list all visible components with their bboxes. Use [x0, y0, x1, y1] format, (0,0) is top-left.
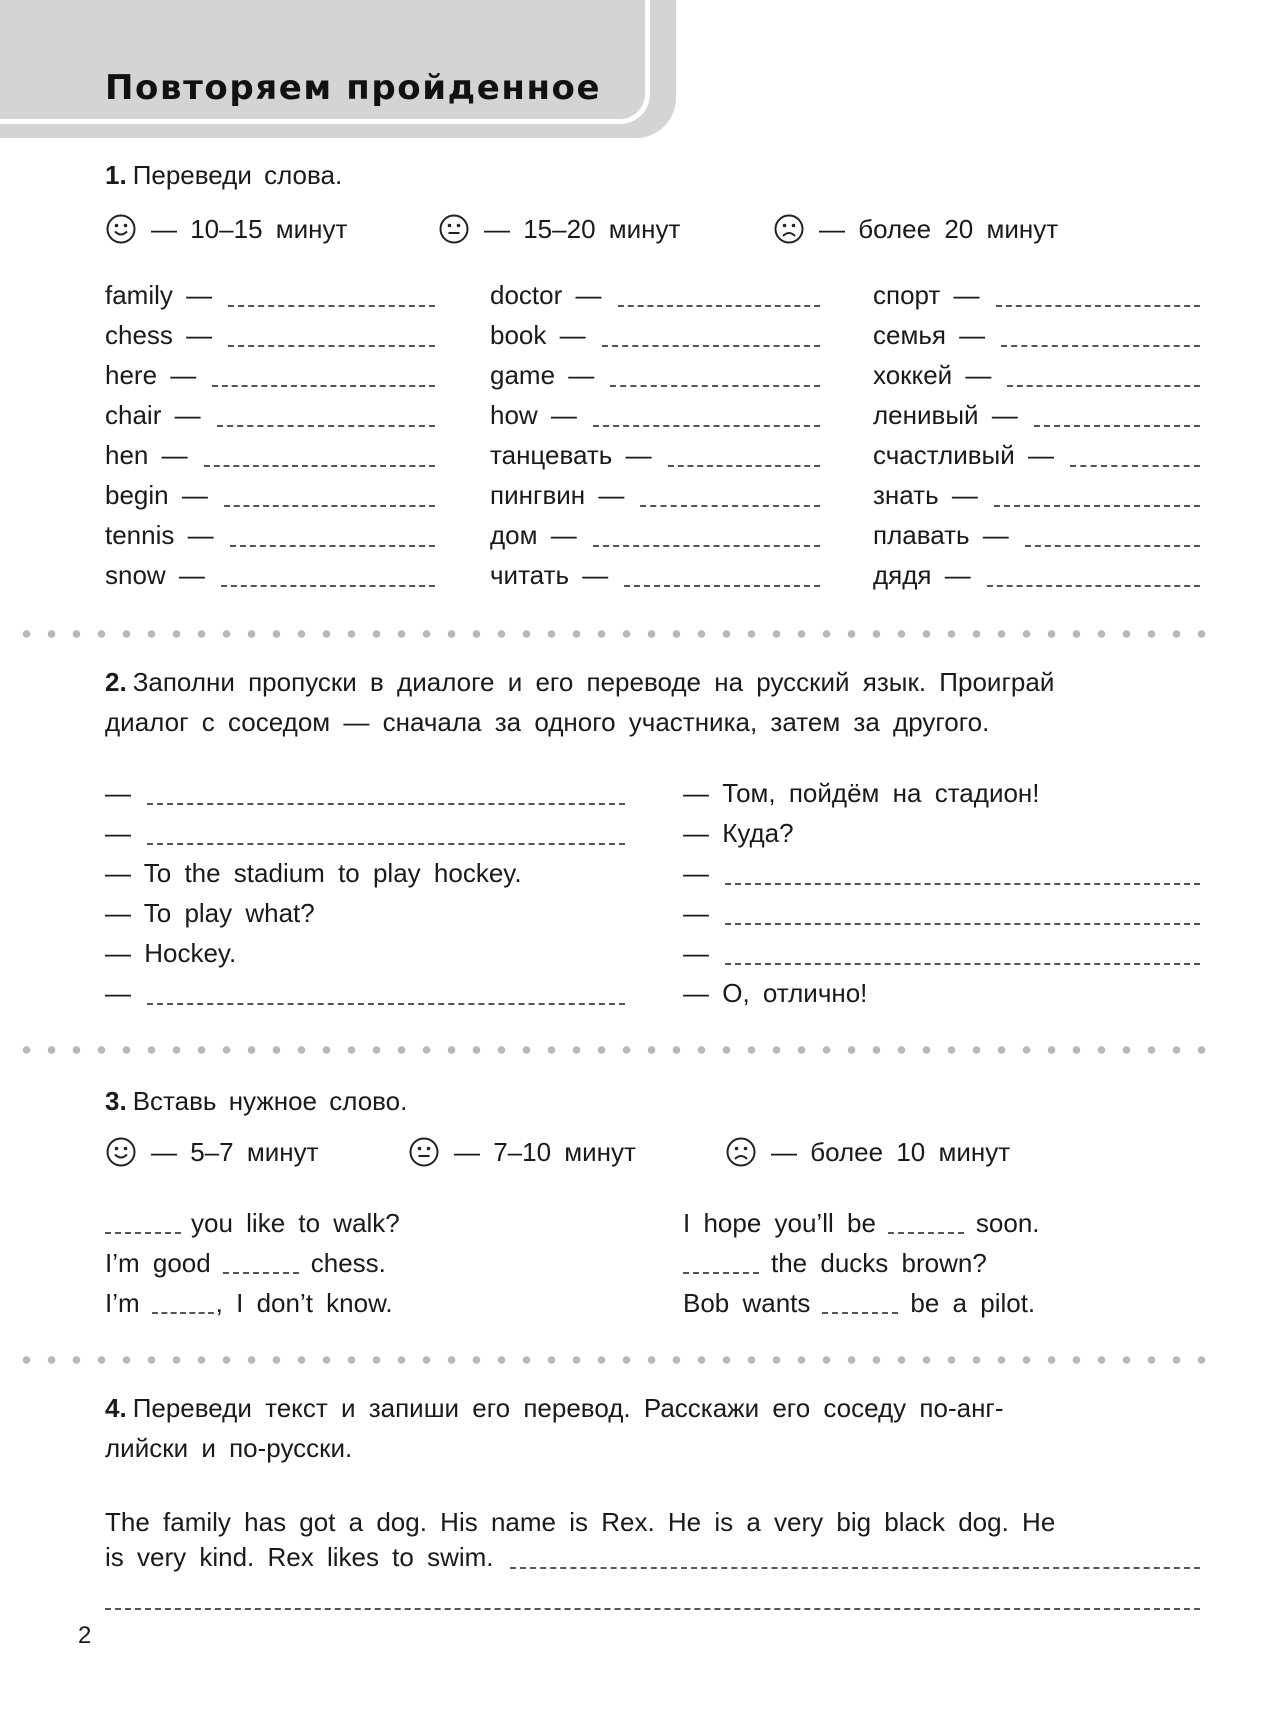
- word-item: [105, 320, 435, 351]
- answer-blank[interactable]: [105, 1232, 181, 1234]
- answer-blank[interactable]: [147, 1003, 625, 1005]
- exercise-instruction: Переведи слова.: [132, 160, 343, 190]
- word-label: счастливый —: [873, 440, 1054, 470]
- answer-blank[interactable]: [147, 803, 625, 805]
- answer-blank[interactable]: [640, 505, 820, 507]
- answer-blank[interactable]: [1025, 545, 1200, 547]
- story-text: is very kind. Rex likes to swim.: [105, 1542, 494, 1572]
- dialogue-text: — Том, пойдём на стадион!: [683, 778, 1040, 808]
- timing-label: — 5–7 минут: [151, 1136, 319, 1167]
- answer-blank[interactable]: [994, 505, 1200, 507]
- sentence-text: I’m good: [105, 1248, 211, 1278]
- word-item: [873, 520, 1200, 551]
- word-label: плавать —: [873, 520, 1009, 550]
- dialogue-text: —: [683, 938, 709, 968]
- word-item: [490, 560, 820, 591]
- word-label: chess —: [105, 320, 213, 350]
- section-divider: [14, 1356, 1210, 1364]
- dialogue-line: [105, 858, 625, 889]
- translation-line: [105, 1582, 1200, 1612]
- sentence-text: the ducks brown?: [771, 1248, 987, 1278]
- word-item: [490, 520, 820, 551]
- dialogue-line: [683, 858, 1200, 889]
- word-label: begin —: [105, 480, 208, 510]
- dialogue-line: [683, 898, 1200, 929]
- word-item: [873, 400, 1200, 431]
- answer-blank[interactable]: [624, 585, 820, 587]
- timing-slow: [725, 1136, 1010, 1168]
- section-divider: [14, 1046, 1210, 1054]
- neutral-face-icon: [438, 213, 470, 245]
- word-item: [873, 440, 1200, 471]
- word-item: [105, 560, 435, 591]
- answer-blank[interactable]: [822, 1312, 898, 1314]
- word-label: знать —: [873, 480, 978, 510]
- dialogue-text: —: [683, 898, 709, 928]
- word-label: game —: [490, 360, 595, 390]
- dialogue-text: —: [105, 778, 131, 808]
- sentence-text: Bob wants: [683, 1288, 811, 1318]
- word-item: [105, 440, 435, 471]
- word-label: tennis —: [105, 520, 214, 550]
- timing-fast: [105, 213, 347, 245]
- answer-blank[interactable]: [1001, 345, 1200, 347]
- dialogue-line: [683, 978, 1200, 1009]
- word-item: [105, 280, 435, 311]
- timing-label: — более 10 минут: [771, 1136, 1011, 1167]
- sad-face-icon: [773, 213, 805, 245]
- answer-blank[interactable]: [228, 345, 435, 347]
- answer-blank[interactable]: [1034, 425, 1200, 427]
- translation-blank[interactable]: [510, 1567, 1200, 1569]
- dialogue-text: —: [105, 818, 131, 848]
- sad-face-icon: [725, 1136, 757, 1168]
- timing-slow: [773, 213, 1058, 245]
- word-item: [873, 280, 1200, 311]
- word-item: [105, 400, 435, 431]
- answer-blank[interactable]: [223, 1272, 299, 1274]
- answer-blank[interactable]: [593, 545, 820, 547]
- dialogue-line: [683, 818, 1200, 849]
- dialogue-line: [683, 778, 1200, 809]
- happy-face-icon: [105, 213, 137, 245]
- dialogue-text: —: [683, 858, 709, 888]
- answer-blank[interactable]: [224, 505, 435, 507]
- answer-blank[interactable]: [610, 385, 820, 387]
- dialogue-text: —: [105, 978, 131, 1008]
- word-item: [873, 560, 1200, 591]
- word-item: [873, 480, 1200, 511]
- exercise-number: 4.: [105, 1393, 127, 1423]
- dialogue-line: [105, 818, 625, 849]
- sentence: [683, 1248, 987, 1279]
- word-item: [105, 480, 435, 511]
- word-item: [490, 360, 820, 391]
- exercise-instruction: Переведи текст и запиши его перевод. Расскажи его соседу по-анг-: [132, 1393, 1004, 1423]
- timing-label: — 7–10 минут: [454, 1136, 636, 1167]
- sentence: [683, 1288, 1035, 1319]
- answer-blank[interactable]: [1007, 385, 1200, 387]
- exercise-number: 1.: [105, 160, 127, 190]
- answer-blank[interactable]: [228, 305, 435, 307]
- word-label: here —: [105, 360, 197, 390]
- answer-blank[interactable]: [888, 1232, 964, 1234]
- timing-medium: [438, 213, 680, 245]
- dialogue-line: [105, 898, 625, 929]
- timing-label: — более 20 минут: [819, 213, 1059, 244]
- dialogue-line: [105, 938, 625, 969]
- word-label: doctor —: [490, 280, 602, 310]
- word-label: snow —: [105, 560, 205, 590]
- answer-blank[interactable]: [725, 883, 1200, 885]
- section-divider: [14, 630, 1210, 638]
- timing-fast: [105, 1136, 319, 1168]
- word-item: [105, 360, 435, 391]
- sentence-text: be a pilot.: [910, 1288, 1036, 1318]
- story-text-line-1: The family has got a dog. His name is Rex. He is a very big black dog. He: [105, 1507, 1056, 1537]
- word-label: how —: [490, 400, 577, 430]
- answer-blank[interactable]: [204, 465, 435, 467]
- translation-blank[interactable]: [105, 1608, 1200, 1610]
- page-title: Повторяем пройденное: [105, 68, 602, 108]
- sentence-text: soon.: [975, 1208, 1040, 1238]
- answer-blank[interactable]: [987, 585, 1200, 587]
- answer-blank[interactable]: [668, 465, 820, 467]
- dialogue-text: — To play what?: [105, 898, 315, 928]
- exercise-1-heading: [105, 160, 342, 191]
- exercise-3-heading: [105, 1086, 407, 1117]
- sentence-text: you like to walk?: [191, 1208, 400, 1238]
- word-item: [490, 440, 820, 471]
- answer-blank[interactable]: [217, 425, 435, 427]
- word-item: [490, 400, 820, 431]
- sentence: [105, 1288, 393, 1319]
- sentence: [105, 1248, 386, 1279]
- word-label: семья —: [873, 320, 986, 350]
- exercise-instruction-cont: лийски и по-русски.: [105, 1433, 353, 1463]
- sentence-text: I hope you’ll be: [683, 1208, 876, 1238]
- answer-blank[interactable]: [996, 305, 1200, 307]
- word-label: book —: [490, 320, 586, 350]
- word-label: chair —: [105, 400, 201, 430]
- word-label: пингвин —: [490, 480, 625, 510]
- exercise-instruction: Заполни пропуски в диалоге и его переводе на русский язык. Проиграй: [132, 667, 1055, 697]
- answer-blank[interactable]: [602, 345, 820, 347]
- sentence-text: , I don’t know.: [215, 1288, 393, 1318]
- answer-blank[interactable]: [593, 425, 820, 427]
- word-label: спорт —: [873, 280, 980, 310]
- word-item: [490, 280, 820, 311]
- sentence-text: I’m: [105, 1288, 140, 1318]
- word-item: [490, 320, 820, 351]
- answer-blank[interactable]: [1070, 465, 1200, 467]
- timing-label: — 15–20 минут: [484, 213, 681, 244]
- timing-label: — 10–15 минут: [151, 213, 348, 244]
- answer-blank[interactable]: [618, 305, 821, 307]
- happy-face-icon: [105, 1136, 137, 1168]
- word-label: family —: [105, 280, 213, 310]
- answer-blank[interactable]: [725, 963, 1200, 965]
- exercise-4-heading: [105, 1388, 1200, 1468]
- answer-blank[interactable]: [683, 1272, 759, 1274]
- word-label: читать —: [490, 560, 609, 590]
- exercise-number: 2.: [105, 667, 127, 697]
- dialogue-text: — Hockey.: [105, 938, 237, 968]
- word-label: дядя —: [873, 560, 971, 590]
- dialogue-text: — О, отлично!: [683, 978, 868, 1008]
- dialogue-line: [105, 978, 625, 1009]
- page-number: 2: [78, 1622, 92, 1649]
- sentence-text: chess.: [310, 1248, 386, 1278]
- exercise-2-heading: [105, 662, 1200, 742]
- neutral-face-icon: [408, 1136, 440, 1168]
- word-label: хоккей —: [873, 360, 992, 390]
- exercise-number: 3.: [105, 1086, 127, 1116]
- dialogue-text: — Куда?: [683, 818, 794, 848]
- word-item: [873, 320, 1200, 351]
- answer-blank[interactable]: [212, 385, 435, 387]
- answer-blank[interactable]: [725, 923, 1200, 925]
- dialogue-line: [105, 778, 625, 809]
- word-label: дом —: [490, 520, 577, 550]
- word-item: [873, 360, 1200, 391]
- exercise-instruction-cont: диалог с соседом — сначала за одного участника, затем за другого.: [105, 707, 990, 737]
- dialogue-line: [683, 938, 1200, 969]
- exercise-instruction: Вставь нужное слово.: [132, 1086, 408, 1116]
- sentence: [105, 1208, 400, 1239]
- answer-blank[interactable]: [152, 1312, 214, 1314]
- dialogue-text: — To the stadium to play hockey.: [105, 858, 522, 888]
- sentence: [683, 1208, 1040, 1239]
- word-item: [105, 520, 435, 551]
- word-label: танцевать —: [490, 440, 652, 470]
- answer-blank[interactable]: [221, 585, 435, 587]
- story-text-line-2: [105, 1542, 1200, 1573]
- word-label: hen —: [105, 440, 188, 470]
- answer-blank[interactable]: [147, 843, 625, 845]
- answer-blank[interactable]: [230, 545, 435, 547]
- word-label: ленивый —: [873, 400, 1018, 430]
- timing-medium: [408, 1136, 636, 1168]
- word-item: [490, 480, 820, 511]
